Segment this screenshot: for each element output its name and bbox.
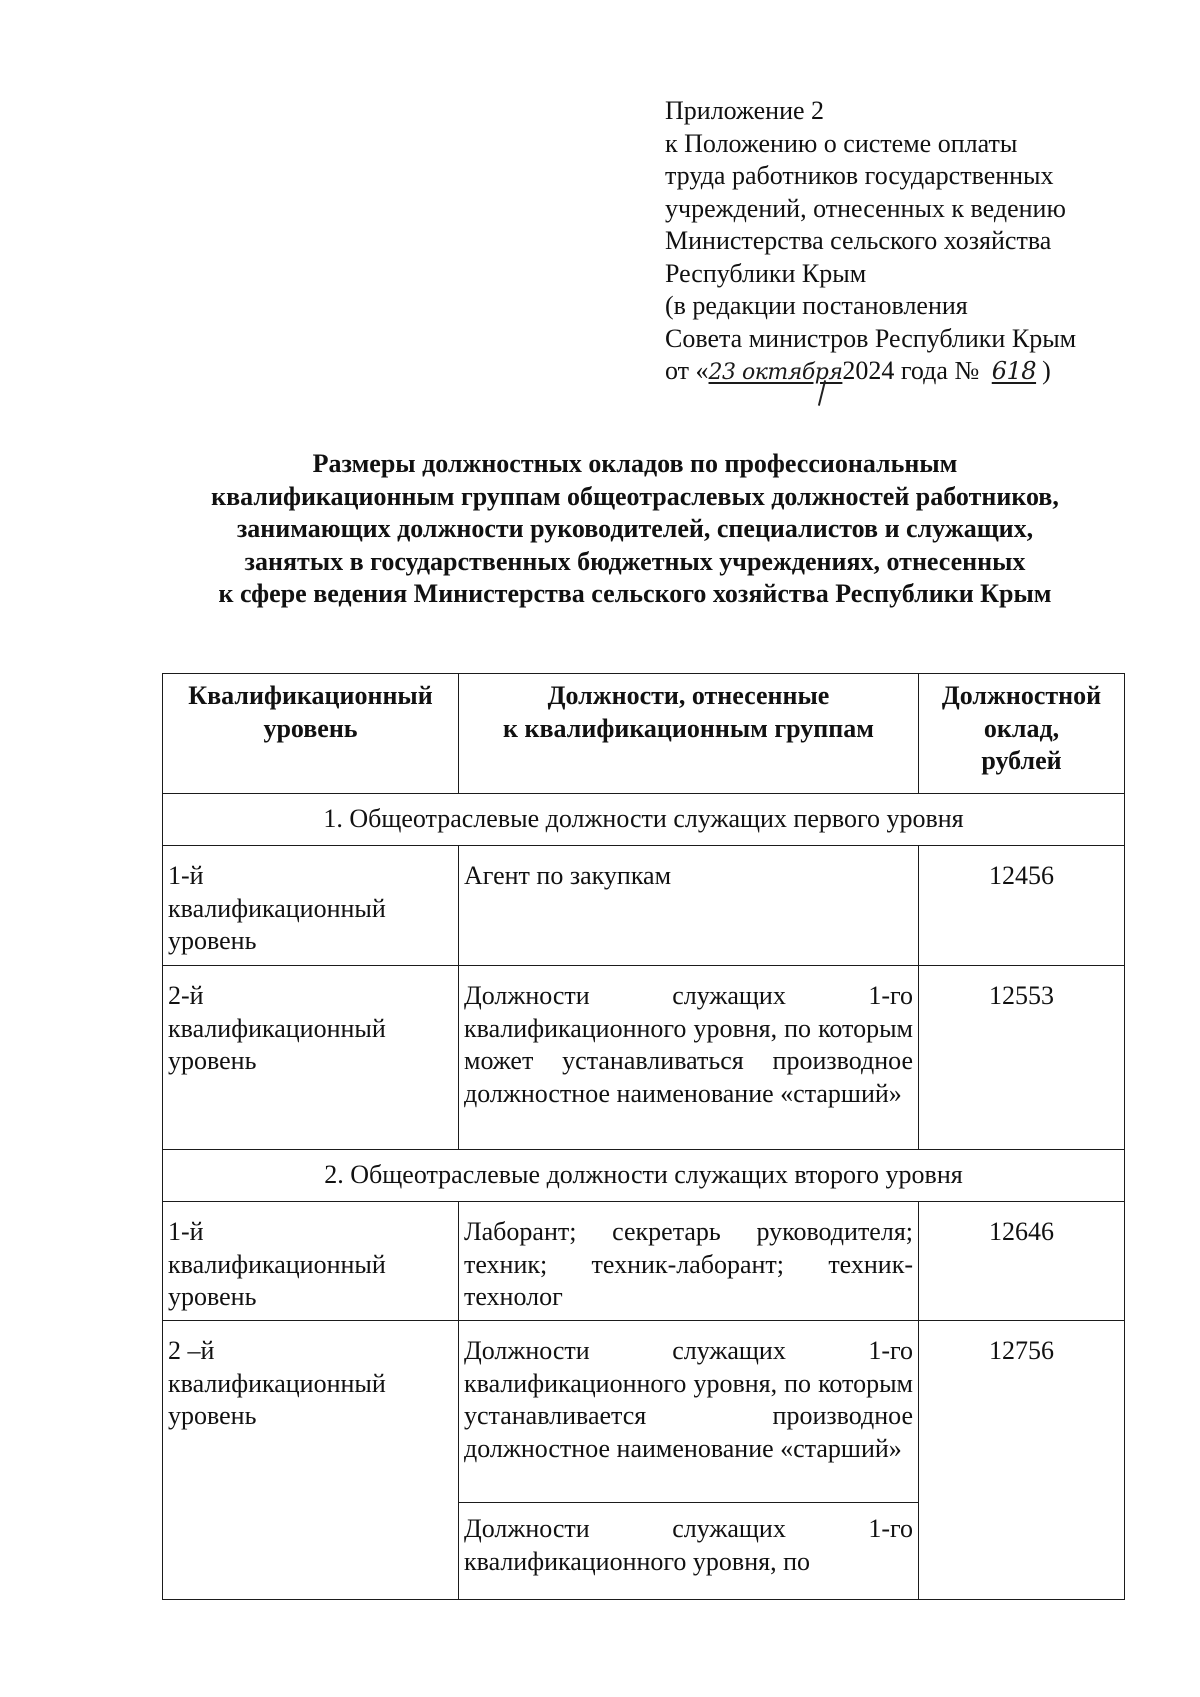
level-text: 2 –й bbox=[168, 1336, 215, 1365]
appendix-line: Совета министров Республики Крым bbox=[665, 323, 1077, 353]
header-text: рублей bbox=[981, 746, 1062, 775]
level-cell bbox=[163, 966, 459, 1150]
date-year: 2024 года № bbox=[842, 356, 980, 385]
title-line: квалификационным группам общеотраслевых должностей работников, bbox=[211, 481, 1059, 511]
section-title: 2. Общеотраслевые должности служащих второго уровня bbox=[163, 1150, 1125, 1202]
level-text: 1-й bbox=[168, 1217, 204, 1246]
positions-cell: Агент по закупкам bbox=[459, 846, 919, 966]
header-text: к квалификационным группам bbox=[503, 713, 874, 743]
level-text: 1-й bbox=[168, 861, 204, 890]
table-row bbox=[163, 1321, 1125, 1503]
header-text: Должности, отнесенные bbox=[547, 681, 830, 710]
section-row bbox=[163, 1150, 1125, 1202]
appendix-line: учреждений, отнесенных к ведению bbox=[665, 193, 1066, 223]
positions-cell: Должности служащих 1-го квалификационного уровня, по которым устанавливается производное должностное наименование «старший» bbox=[459, 1321, 919, 1503]
positions-cell: Лаборант; секретарь руководителя; техник; техник-лаборант; техник-технолог bbox=[459, 1202, 919, 1321]
positions-cell: Должности служащих 1-го квалификационного уровня, по которым может устанавливаться производное должностное наименование «старший» bbox=[459, 966, 919, 1150]
level-text: уровень bbox=[168, 1282, 257, 1311]
salary-cell: 12756 bbox=[919, 1321, 1125, 1600]
level-cell bbox=[163, 846, 459, 966]
level-text: уровень bbox=[168, 1401, 257, 1430]
appendix-line: Приложение 2 bbox=[665, 96, 825, 125]
header-text: уровень bbox=[263, 713, 358, 743]
level-text: квалификационный bbox=[168, 893, 386, 923]
level-cell bbox=[163, 1321, 459, 1600]
date-suffix: ) bbox=[1042, 356, 1051, 385]
salary-cell: 12553 bbox=[919, 966, 1125, 1150]
table-row bbox=[163, 966, 1125, 1150]
table-row bbox=[163, 846, 1125, 966]
appendix-header bbox=[665, 95, 1145, 390]
level-text: 2-й bbox=[168, 981, 204, 1010]
table-row bbox=[163, 1202, 1125, 1321]
header-salary bbox=[919, 674, 1125, 794]
header-text: оклад, bbox=[983, 713, 1060, 743]
salary-cell: 12456 bbox=[919, 846, 1125, 966]
level-cell bbox=[163, 1202, 459, 1321]
section-row bbox=[163, 794, 1125, 846]
appendix-line: (в редакции постановления bbox=[665, 291, 968, 320]
section-title: 1. Общеотраслевые должности служащих первого уровня bbox=[163, 794, 1125, 846]
level-text: уровень bbox=[168, 1046, 257, 1075]
level-text: квалификационный bbox=[168, 1013, 386, 1043]
appendix-date-line bbox=[665, 355, 1145, 390]
table-header-row bbox=[163, 674, 1125, 794]
header-text: Квалификационный bbox=[188, 681, 433, 710]
handwritten-number: 618 bbox=[991, 357, 1037, 385]
level-text: квалификационный bbox=[168, 1249, 386, 1279]
salary-table bbox=[162, 673, 1125, 1600]
appendix-line: труда работников государственных bbox=[665, 161, 1054, 190]
level-text: уровень bbox=[168, 926, 257, 955]
title-line: к сфере ведения Министерства сельского хозяйства Республики Крым bbox=[218, 579, 1052, 608]
title-line: занятых в государственных бюджетных учреждениях, отнесенных bbox=[244, 546, 1026, 576]
positions-cell: Должности служащих 1-го квалификационного уровня, по bbox=[459, 1503, 919, 1600]
appendix-line: Министерства сельского хозяйства bbox=[665, 226, 1052, 255]
document-title bbox=[150, 448, 1120, 611]
appendix-line: Республики Крым bbox=[665, 258, 867, 288]
header-level bbox=[163, 674, 459, 794]
title-line: занимающих должности руководителей, специалистов и служащих, bbox=[236, 514, 1034, 543]
level-text: квалификационный bbox=[168, 1368, 386, 1398]
appendix-line: к Положению о системе оплаты bbox=[665, 128, 1018, 158]
date-prefix: от « bbox=[665, 356, 709, 385]
title-line: Размеры должностных окладов по профессиональным bbox=[312, 449, 958, 478]
handwritten-date: 23 октября bbox=[708, 360, 843, 385]
header-positions bbox=[459, 674, 919, 794]
salary-cell: 12646 bbox=[919, 1202, 1125, 1321]
header-text: Должностной bbox=[941, 681, 1102, 710]
